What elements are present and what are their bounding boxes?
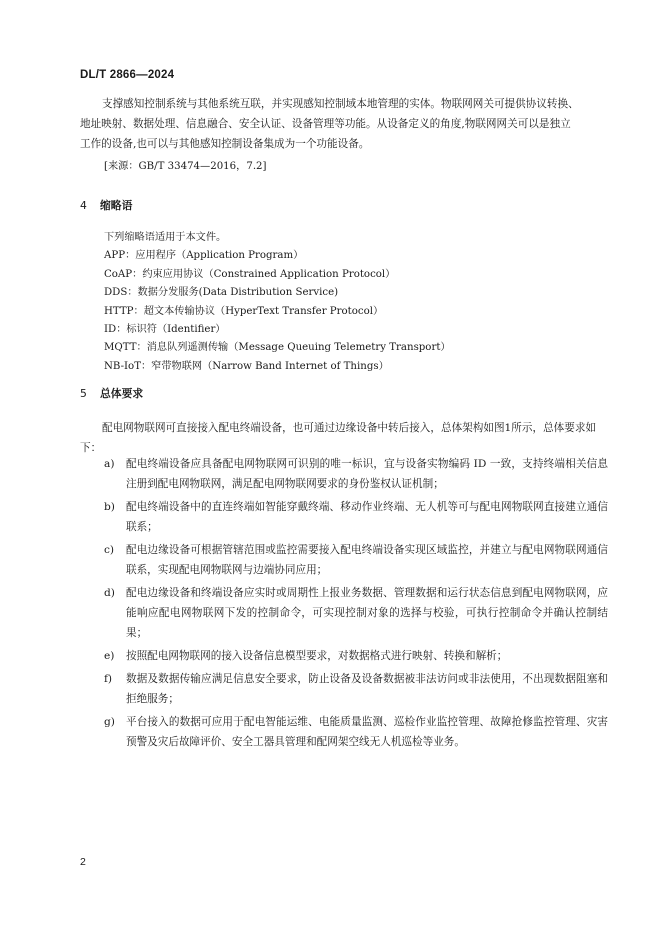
section-5-number: 5	[80, 387, 87, 400]
requirement-label: g)	[104, 716, 115, 728]
section-4-number: 4	[80, 199, 87, 212]
definition-source: [来源：GB/T 33474—2016，7.2]	[104, 161, 267, 172]
requirement-item	[80, 540, 608, 580]
abbreviation-item: ID：标识符（Identifier）	[104, 324, 226, 336]
requirement-text: 配电终端设备中的直连终端如智能穿戴终端、移动作业终端、无人机等可与配电网物联网直接建立通信联系；	[126, 501, 608, 533]
abbreviation-item: CoAP：约束应用协议（Constrained Application Protocol）	[104, 268, 396, 280]
requirement-item	[80, 497, 608, 537]
abbreviation-intro: 下列缩略语适用于本文件。	[104, 232, 227, 243]
requirement-item	[80, 712, 608, 752]
requirement-text: 数据及数据传输应满足信息安全要求，防止设备及设备数据被非法访问或非法使用，不出现数据阻塞和拒绝服务；	[126, 673, 608, 705]
requirement-label: c)	[104, 544, 115, 556]
requirement-label: d)	[104, 587, 115, 599]
definition-paragraph	[80, 94, 580, 154]
abbreviation-list	[104, 229, 451, 376]
abbreviation-item: MQTT：消息队列遥测传输（Message Queuing Telemetry Transport）	[104, 342, 451, 354]
abbreviation-item: DDS：数据分发服务(Data Distribution Service)	[104, 287, 339, 299]
requirement-label: b)	[104, 501, 115, 513]
requirement-item	[80, 454, 608, 494]
page-number: 2	[80, 856, 86, 868]
requirements-list	[80, 454, 608, 755]
definition-text: 支撑感知控制系统与其他系统互联，并实现感知控制域本地管理的实体。物联网网关可提供协议转换、地址映射、数据处理、信息融合、安全认证、设备管理等功能。从设备定义的角度,物联网网关可以是独立工作的设备,也可以与其他感知控制设备集成为一个功能设备。	[80, 98, 579, 150]
requirement-text: 配电边缘设备可根据管辖范围或监控需要接入配电终端设备实现区域监控，并建立与配电网物联网通信联系，实现配电网物联网与边端协同应用；	[126, 544, 608, 576]
requirement-text: 按照配电网物联网的接入设备信息模型要求，对数据格式进行映射、转换和解析；	[126, 650, 508, 662]
requirement-item	[80, 583, 608, 643]
requirement-text: 配电边缘设备和终端设备应实时或周期性上报业务数据、管理数据和运行状态信息到配电网物联网，应能响应配电网物联网下发的控制命令，可实现控制对象的选择与校验，可执行控制命令并确认控制结果；	[126, 587, 608, 639]
section-5-intro-text: 配电网物联网可直接接入配电终端设备，也可通过边缘设备中转后接入，总体架构如图1所示，总体要求如下：	[80, 422, 597, 454]
document-id-header: DL/T 2866—2024	[80, 69, 175, 81]
requirement-label: f)	[104, 673, 113, 685]
requirement-item	[80, 669, 608, 709]
section-4-title: 缩略语	[100, 199, 133, 212]
section-5-title: 总体要求	[100, 387, 144, 400]
section-5-intro	[80, 418, 608, 458]
requirement-label: a)	[104, 458, 115, 470]
requirement-label: e)	[104, 650, 115, 662]
requirement-item	[80, 646, 608, 666]
section-5-heading	[80, 386, 143, 401]
requirement-text: 平台接入的数据可应用于配电智能运维、电能质量监测、巡检作业监控管理、故障抢修监控管理、灾害预警及灾后故障评价、安全工器具管理和配网架空线无人机巡检等业务。	[126, 716, 608, 748]
requirement-text: 配电终端设备应具备配电网物联网可识别的唯一标识，宜与设备实物编码 ID 一致，支持终端相关信息注册到配电网物联网，满足配电网物联网要求的身份鉴权认证机制；	[126, 458, 608, 490]
section-4-heading	[80, 198, 132, 213]
abbreviation-item: APP：应用程序（Application Program）	[104, 250, 304, 262]
abbreviation-item: NB-IoT：窄带物联网（Narrow Band Internet of Things）	[104, 360, 389, 372]
abbreviation-item: HTTP：超文本传输协议（HyperText Transfer Protocol）	[104, 305, 384, 317]
